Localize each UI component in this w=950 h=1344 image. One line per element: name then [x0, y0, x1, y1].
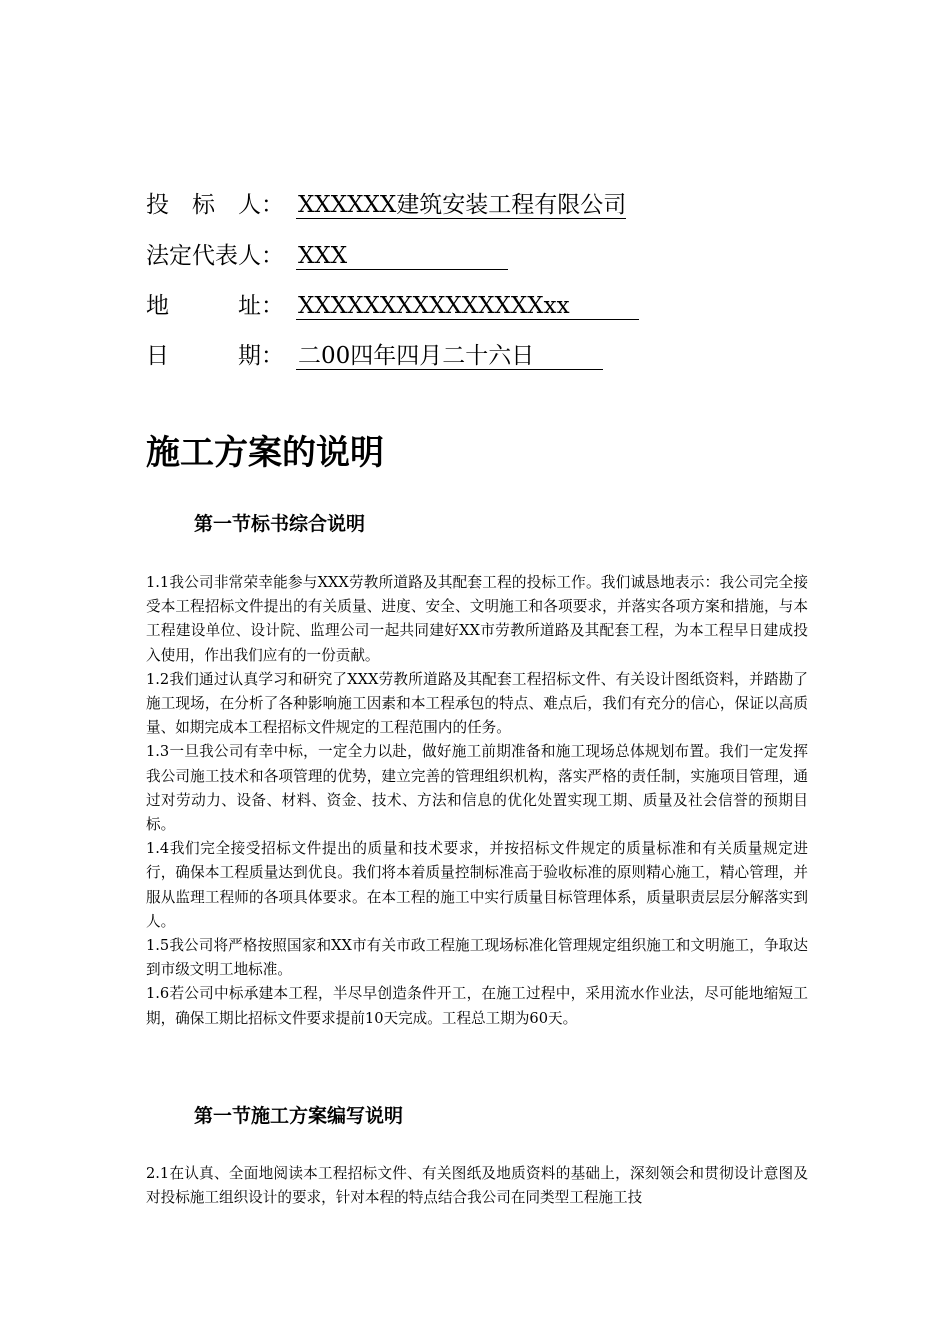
- address-value: XXXXXXXXXXXXXXXxx: [298, 293, 639, 319]
- paragraph-1-3: 1.3一旦我公司有幸中标，一定全力以赴，做好施工前期准备和施工现场总体规划布置。我们一定发挥我公司施工技术和各项管理的优势，建立完善的管理组织机构，落实严格的责任制，实施项目管理，通过对劳动力、设备、材料、资金、技术、方法和信息的优化处置实现工期、质量及社会信誉的预期目标。: [146, 743, 808, 834]
- section1-body: [146, 571, 808, 1031]
- bidder-value: XXXXXX建筑安装工程有限公司: [298, 192, 627, 218]
- paragraph-1-1: 1.1我公司非常荣幸能参与XXX劳教所道路及其配套工程的投标工作。我们诚恳地表示：我公司完全接受本工程招标文件提出的有关质量、进度、安全、文明施工和各项要求，并落实各项方案和措施，与本工程建设单位、设计院、监理公司一起共同建好XX市劳教所道路及其配套工程，为本工程早日建成投入使用，作出我们应有的一份贡献。: [146, 574, 808, 664]
- bidder-label: 投 标 人：: [146, 192, 284, 218]
- address-label: 地 址：: [146, 293, 284, 319]
- paragraph-1-5: 1.5我公司将严格按照国家和XX市有关市政工程施工现场标准化管理规定组织施工和文明施工，争取达到市级文明工地标准。: [146, 937, 808, 979]
- date-value: 二00四年四月二十六日: [298, 343, 604, 369]
- paragraph-1-2: 1.2我们通过认真学习和研究了XXX劳教所道路及其配套工程招标文件、有关设计图纸资料，并踏勘了施工现场，在分析了各种影响施工因素和本工程承包的特点、难点后，我们有充分的信心，保证以高质量、如期完成本工程招标文件规定的工程范围内的任务。: [146, 670, 808, 737]
- address-row: [146, 291, 639, 321]
- paragraph-2-1: 2.1在认真、全面地阅读本工程招标文件、有关图纸及地质资料的基础上，深刻领会和贯彻设计意图及对投标施工组织设计的要求，针对本程的特点结合我公司在同类型工程施工技: [146, 1165, 808, 1207]
- legal-rep-value: XXX: [298, 243, 509, 269]
- document-title: 施工方案的说明: [146, 433, 384, 473]
- date-label: 日 期：: [146, 343, 284, 369]
- section2-heading: 第一节施工方案编写说明: [194, 1105, 404, 1127]
- paragraph-1-6: 1.6若公司中标承建本工程，半尽早创造条件开工，在施工过程中，采用流水作业法，尽可能地缩短工期，确保工期比招标文件要求提前10天完成。工程总工期为60天。: [146, 985, 808, 1027]
- legal-rep-row: [146, 241, 508, 271]
- paragraph-1-4: 1.4我们完全接受招标文件提出的质量和技术要求，并按招标文件规定的质量标准和有关质量规定进行，确保本工程质量达到优良。我们将本着质量控制标准高于验收标准的原则精心施工，精心管理，并服从监理工程师的各项具体要求。在本工程的施工中实行质量目标管理体系，质量职责层层分解落实到人。: [146, 840, 808, 930]
- bidder-row: [146, 190, 626, 220]
- section2-body: [146, 1162, 808, 1210]
- legal-rep-label: 法定代表人：: [146, 243, 284, 269]
- section1-heading: 第一节标书综合说明: [194, 513, 366, 535]
- date-row: [146, 341, 603, 371]
